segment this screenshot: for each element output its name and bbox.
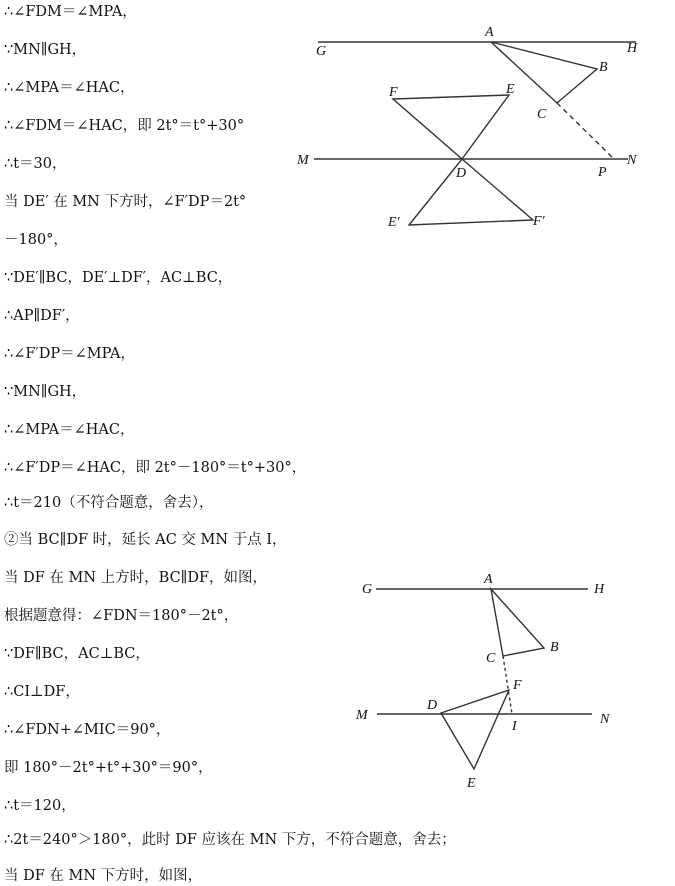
text-line: 当 DF 在 MN 上方时，BC∥DF，如图， — [4, 570, 268, 586]
label-d: D — [427, 698, 438, 713]
label-e-prime: E′ — [388, 215, 400, 230]
text-line: ∵MN∥GH， — [4, 384, 87, 400]
label-m: M — [356, 708, 368, 723]
text-line: ∴∠FDM＝∠HAC，即 2t°＝t°+30° — [4, 118, 245, 134]
dotted-extension-ci — [503, 656, 512, 714]
text-line: ∴∠FDN+∠MIC＝90°， — [4, 722, 171, 738]
text-line: ②当 BC∥DF 时，延长 AC 交 MN 于点 I， — [4, 532, 287, 548]
label-m: M — [297, 153, 309, 168]
label-b: B — [599, 60, 608, 75]
triangle-fed — [393, 95, 509, 159]
figure-2-svg — [0, 560, 675, 800]
label-g: G — [362, 582, 373, 597]
text-line: ∴∠FDM＝∠MPA， — [4, 4, 137, 20]
text-line: ∴∠F′DP＝∠MPA， — [4, 346, 136, 362]
label-c: C — [537, 107, 547, 122]
label-e: E — [467, 776, 476, 791]
label-h: H — [627, 41, 638, 56]
text-line: ∴AP∥DF′， — [4, 308, 80, 324]
text-line: ∴∠F′DP＝∠HAC，即 2t°－180°＝t°+30°， — [4, 460, 307, 476]
text-line: ∴2t＝240°＞180°，此时 DF 应该在 MN 下方，不符合题意，舍去； — [4, 832, 456, 848]
label-h: H — [594, 582, 605, 597]
text-line: ∴t＝120， — [4, 798, 76, 814]
label-g: G — [316, 44, 327, 59]
label-i: I — [512, 719, 517, 734]
label-c: C — [486, 651, 496, 666]
triangle-abc — [491, 589, 544, 656]
text-line: 当 DE′ 在 MN 下方时，∠F′DP＝2t° — [4, 194, 247, 210]
text-line: 即 180°－2t°+t°+30°＝90°， — [4, 760, 213, 776]
triangle-de2f2 — [409, 159, 533, 225]
text-line: ∴t＝210（不符合题意，舍去）， — [4, 495, 214, 511]
dashed-extension-cp — [557, 103, 614, 159]
text-line: ∴∠MPA＝∠HAC， — [4, 422, 135, 438]
label-p: P — [598, 165, 607, 180]
figure-1-svg — [0, 0, 675, 250]
geometry-figure-1 — [0, 0, 675, 250]
geometry-figure-2 — [0, 560, 675, 800]
text-line: ∵DF∥BC，AC⊥BC， — [4, 646, 150, 662]
text-line: 当 DF 在 MN 下方时，如图， — [4, 868, 203, 884]
text-line: 根据题意得：∠FDN＝180°－2t°， — [4, 608, 239, 624]
label-a: A — [484, 572, 493, 587]
text-line: ∴CI⊥DF， — [4, 684, 80, 700]
text-line: ∴∠MPA＝∠HAC， — [4, 80, 135, 96]
label-f: F — [513, 678, 522, 693]
label-a: A — [485, 25, 494, 40]
triangle-dfe — [441, 690, 509, 769]
label-n: N — [600, 712, 610, 727]
text-line: －180°， — [4, 232, 68, 248]
text-line: ∵MN∥GH， — [4, 42, 87, 58]
label-b: B — [550, 640, 559, 655]
label-d: D — [456, 166, 467, 181]
text-line: ∵DE′∥BC，DE′⊥DF′，AC⊥BC， — [4, 270, 233, 286]
text-line: ∴t＝30， — [4, 156, 67, 172]
label-f: F — [389, 85, 398, 100]
label-f-prime: F′ — [533, 214, 545, 229]
label-n: N — [627, 153, 637, 168]
label-e: E — [506, 82, 515, 97]
